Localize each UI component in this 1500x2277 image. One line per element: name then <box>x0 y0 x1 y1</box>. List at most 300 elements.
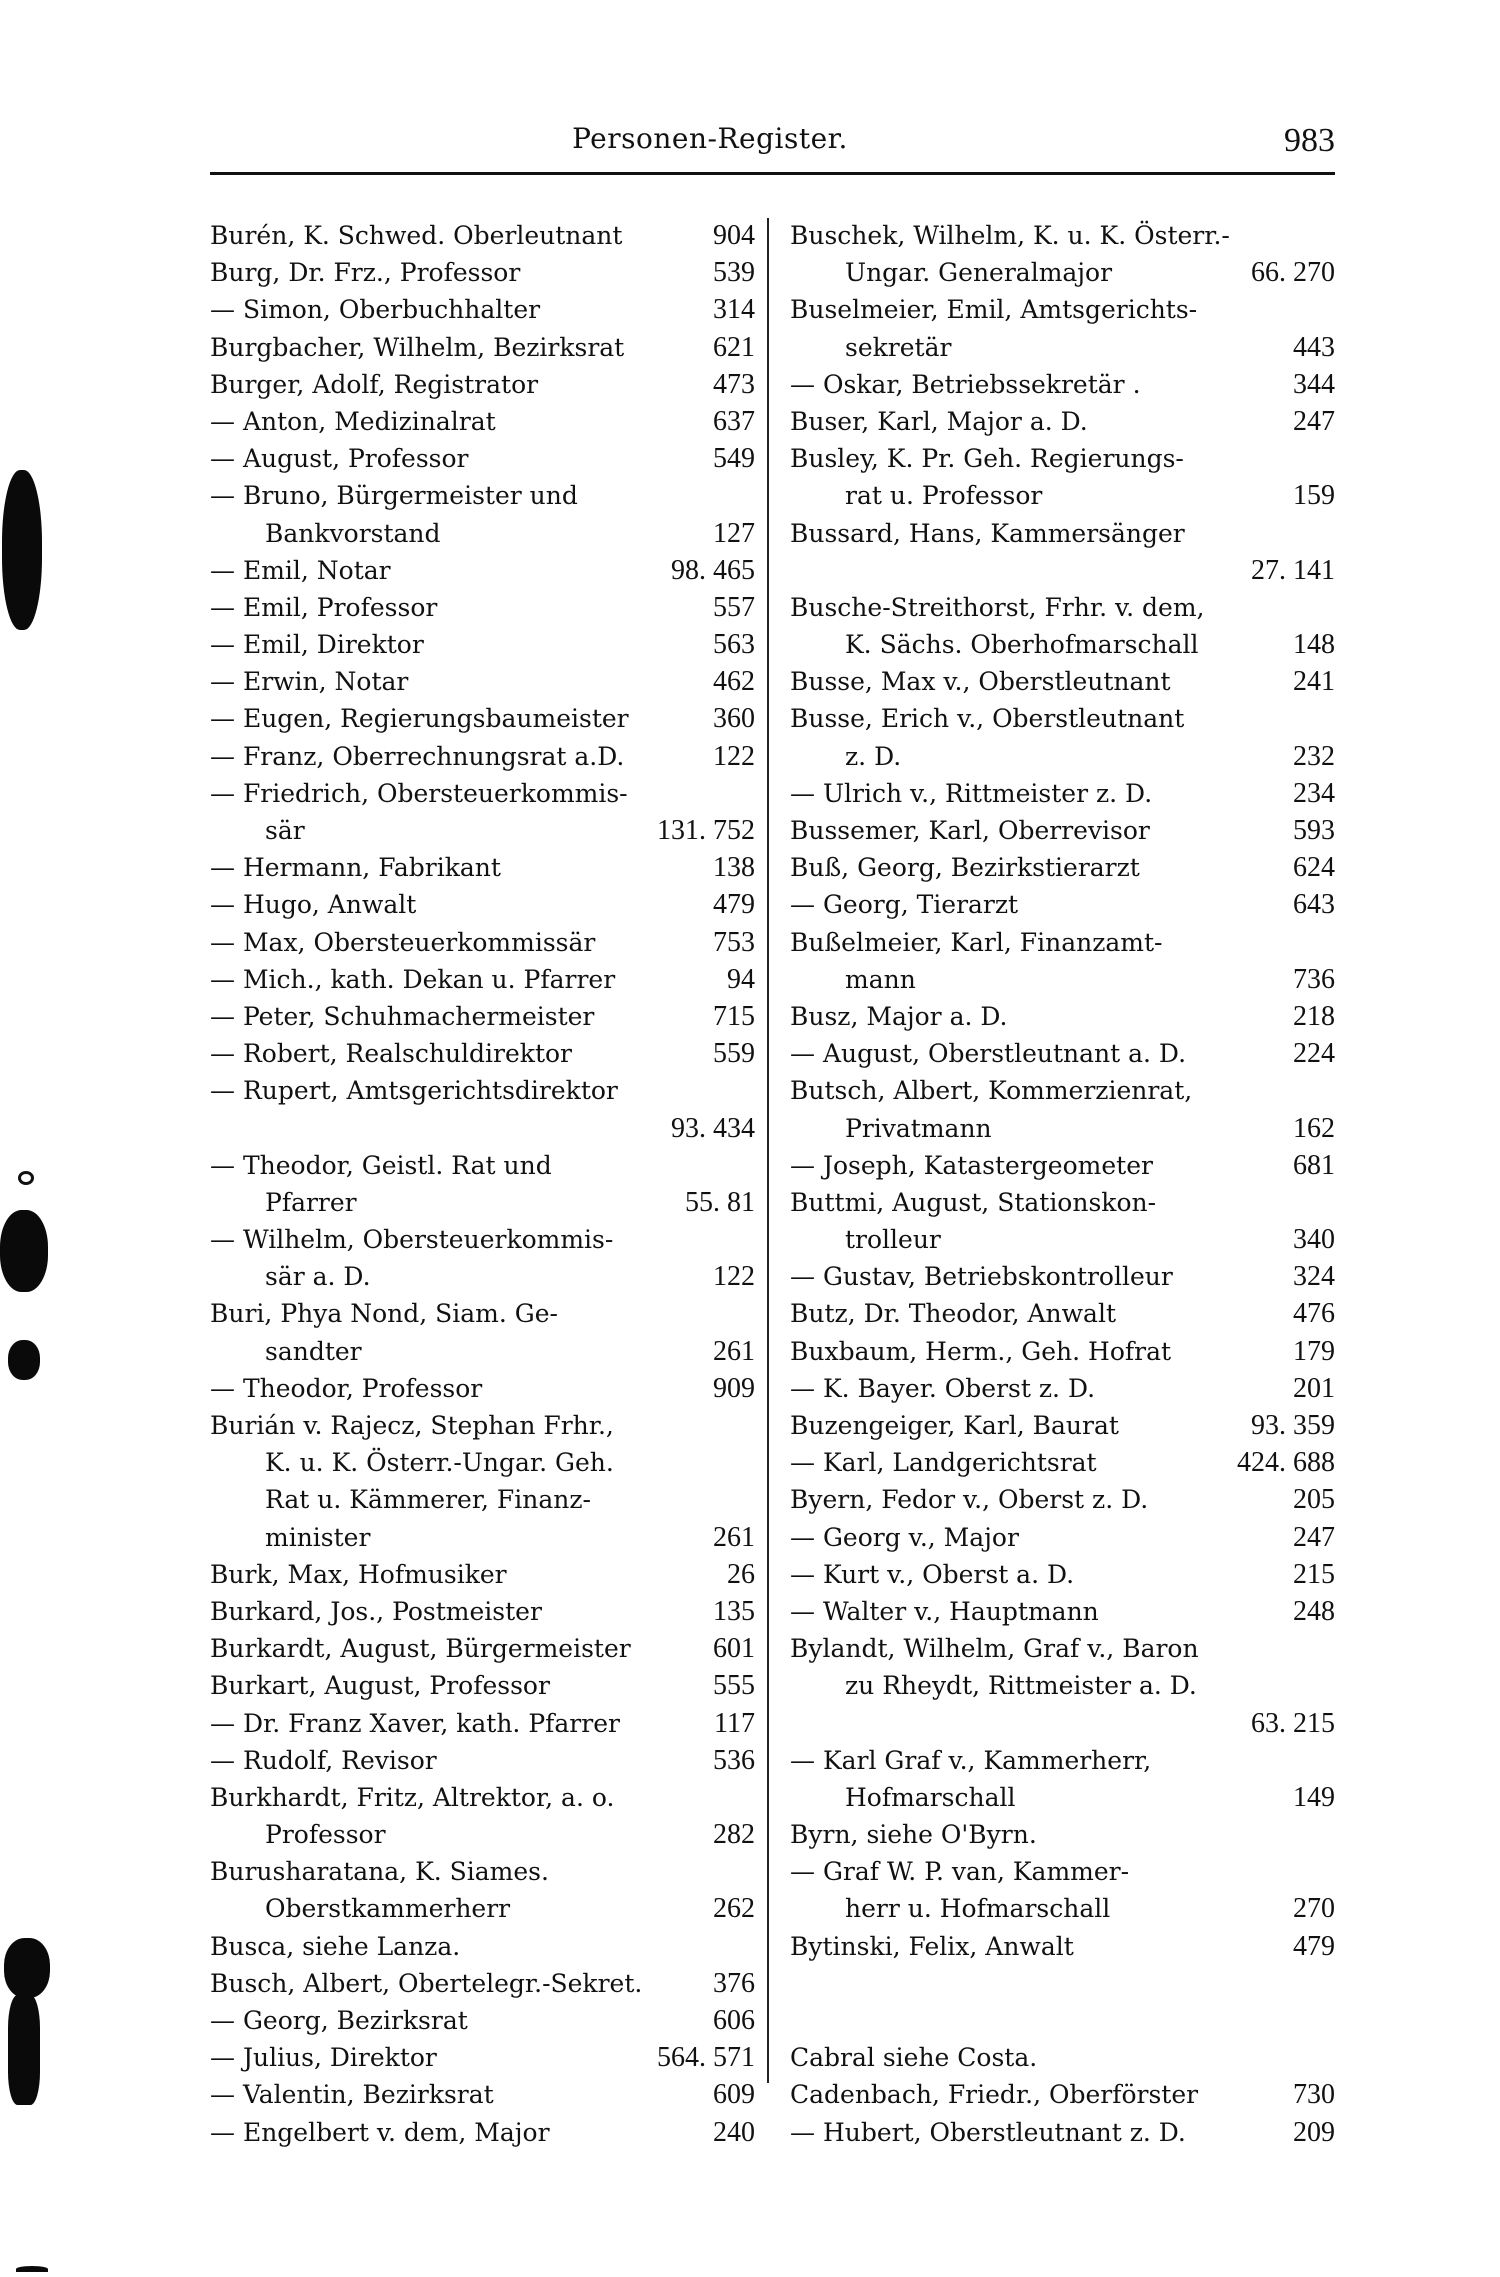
entry-text: Buri, Phya Nond, Siam. Ge- <box>210 1299 558 1329</box>
entry-page-ref: 539 <box>713 257 755 289</box>
entry-page-ref: 476 <box>1293 1298 1335 1330</box>
entry-page-ref: 247 <box>1293 1521 1335 1553</box>
entry-page-ref: 730 <box>1293 2079 1335 2111</box>
entry-page-ref: 63. 215 <box>1251 1707 1335 1739</box>
entry-page-ref: 557 <box>713 591 755 623</box>
entry-text: Burén, K. Schwed. Oberleutnant <box>210 221 623 250</box>
index-entry-line <box>790 440 1335 477</box>
index-entry-line <box>790 1593 1335 1630</box>
entry-page-ref <box>747 1221 755 1258</box>
index-entry-line <box>790 1853 1335 1890</box>
entry-text: mann <box>845 964 916 994</box>
entry-text: — Georg, Tierarzt <box>790 890 1019 920</box>
index-entry-line <box>790 1890 1335 1927</box>
entry-page-ref: 424. 688 <box>1237 1447 1335 1479</box>
index-entry-line <box>210 254 755 291</box>
entry-page-ref: 247 <box>1293 405 1335 437</box>
entry-text: — Karl, Landgerichtsrat <box>790 1448 1097 1478</box>
index-entry-line <box>790 291 1335 328</box>
entry-text: Buschek, Wilhelm, K. u. K. Österr.- <box>790 221 1230 250</box>
entry-page-ref: 218 <box>1293 1000 1335 1032</box>
entry-text: — Ulrich v., Rittmeister z. D. <box>790 778 1153 808</box>
entry-page-ref: 473 <box>713 368 755 400</box>
entry-page-ref: 248 <box>1293 1595 1335 1627</box>
index-entry-line <box>790 1035 1335 1072</box>
index-entry-line <box>790 886 1335 923</box>
entry-page-ref: 205 <box>1293 1484 1335 1516</box>
entry-page-ref <box>1327 217 1335 254</box>
scan-smudge <box>4 1938 50 1998</box>
entry-page-ref: 122 <box>713 740 755 772</box>
index-entry-line <box>790 924 1335 961</box>
entry-page-ref: 241 <box>1293 666 1335 698</box>
entry-page-ref: 149 <box>1293 1781 1335 1813</box>
index-entry-line <box>210 329 755 366</box>
index-entry-line <box>790 477 1335 514</box>
index-entry-line <box>210 589 755 626</box>
index-entry-line <box>210 440 755 477</box>
index-entry-line <box>790 1110 1335 1147</box>
entry-text: Privatmann <box>845 1113 992 1143</box>
entry-text: — August, Oberstleutnant a. D. <box>790 1039 1187 1069</box>
entry-page-ref <box>747 1147 755 1184</box>
entry-text: Bytinski, Felix, Anwalt <box>790 1931 1074 1961</box>
index-entry-line <box>790 552 1335 589</box>
index-entry-line <box>790 1295 1335 1332</box>
entry-text: — Eugen, Regierungsbaumeister <box>210 704 629 734</box>
index-entry-line <box>790 1519 1335 1556</box>
entry-text: — Graf W. P. van, Kammer- <box>790 1857 1130 1887</box>
entry-text: Bußelmeier, Karl, Finanzamt- <box>790 927 1163 957</box>
right-index-column <box>790 217 1335 2151</box>
entry-text: — Anton, Medizinalrat <box>210 406 496 436</box>
entry-page-ref <box>1327 515 1335 552</box>
entry-page-ref: 66. 270 <box>1251 257 1335 289</box>
index-entry-line <box>210 1556 755 1593</box>
entry-page-ref: 127 <box>713 517 755 549</box>
entry-text: z. D. <box>845 741 902 771</box>
entry-text: — Max, Obersteuerkommissär <box>210 927 596 957</box>
scan-smudge <box>2 470 42 630</box>
index-entry-line <box>790 1965 1335 2002</box>
index-entry-line <box>210 700 755 737</box>
index-entry-line <box>210 477 755 514</box>
index-entry-line <box>790 663 1335 700</box>
entry-page-ref: 240 <box>713 2116 755 2148</box>
entry-text: — Dr. Franz Xaver, kath. Pfarrer <box>210 1708 620 1738</box>
entry-text: Busche-Streithorst, Frhr. v. dem, <box>790 592 1205 622</box>
index-entry-line <box>790 2002 1335 2039</box>
index-entry-line <box>790 775 1335 812</box>
entry-text: — Emil, Direktor <box>210 630 424 660</box>
running-title: Personen-Register. <box>572 122 848 155</box>
entry-text: — Friedrich, Obersteuerkommis- <box>210 778 628 808</box>
entry-text <box>790 2002 1327 2039</box>
scan-smudge <box>8 1340 40 1380</box>
entry-page-ref: 98. 465 <box>671 554 755 586</box>
index-entry-line <box>210 924 755 961</box>
entry-text: — Julius, Direktor <box>210 2043 437 2073</box>
entry-text: — Hubert, Oberstleutnant z. D. <box>790 2117 1186 2147</box>
entry-page-ref <box>747 1928 755 1965</box>
index-entry-line <box>210 961 755 998</box>
entry-text: Burusharatana, K. Siames. <box>210 1857 549 1887</box>
entry-text: Professor <box>265 1820 386 1850</box>
entry-page-ref <box>1327 1667 1335 1704</box>
index-entry-line <box>210 1965 755 2002</box>
entry-page-ref <box>747 1444 755 1481</box>
index-entry-line <box>790 849 1335 886</box>
entry-text: Burger, Adolf, Registrator <box>210 369 539 399</box>
entry-text: — Joseph, Katastergeometer <box>790 1150 1153 1180</box>
scan-speck <box>18 1171 34 1185</box>
entry-text: Cadenbach, Friedr., Oberförster <box>790 2080 1199 2110</box>
index-entry-line <box>210 1779 755 1816</box>
entry-page-ref <box>1327 1630 1335 1667</box>
entry-page-ref <box>1327 1742 1335 1779</box>
entry-text: Oberstkammerherr <box>265 1894 511 1924</box>
entry-text: Busse, Erich v., Oberstleutnant <box>790 704 1185 734</box>
entry-text: Byrn, siehe O'Byrn. <box>790 1820 1037 1850</box>
entry-page-ref: 314 <box>713 294 755 326</box>
header-rule <box>210 172 1335 175</box>
index-entry-line <box>210 849 755 886</box>
entry-text: — Kurt v., Oberst a. D. <box>790 1559 1075 1589</box>
entry-page-ref: 549 <box>713 443 755 475</box>
entry-text: — Walter v., Hauptmann <box>790 1596 1099 1626</box>
index-entry-line <box>210 1853 755 1890</box>
index-entry-line <box>790 1221 1335 1258</box>
entry-page-ref: 93. 359 <box>1251 1410 1335 1441</box>
entry-text: Burgbacher, Wilhelm, Bezirksrat <box>210 332 625 362</box>
index-entry-line <box>790 1333 1335 1370</box>
index-entry-line <box>210 1444 755 1481</box>
entry-text: Bussard, Hans, Kammersänger <box>790 518 1185 548</box>
entry-text: sär a. D. <box>265 1262 371 1292</box>
index-entry-line <box>790 2076 1335 2113</box>
entry-page-ref: 201 <box>1293 1372 1335 1404</box>
index-entry-line <box>790 1816 1335 1853</box>
entry-text: Buxbaum, Herm., Geh. Hofrat <box>790 1336 1172 1366</box>
entry-page-ref: 234 <box>1293 777 1335 809</box>
entry-page-ref <box>747 775 755 812</box>
entry-text: Bussemer, Karl, Oberrevisor <box>790 816 1150 845</box>
index-entry-line <box>210 1035 755 1072</box>
index-entry-line <box>790 1779 1335 1816</box>
entry-text: Hofmarschall <box>845 1782 1016 1812</box>
entry-text: — Hugo, Anwalt <box>210 890 417 920</box>
scan-smudge <box>0 1210 48 1292</box>
index-entry-line <box>790 329 1335 366</box>
index-entry-line <box>210 1258 755 1295</box>
entry-text: Cabral siehe Costa. <box>790 2043 1038 2073</box>
index-entry-line <box>790 2114 1335 2151</box>
entry-text <box>790 1705 1243 1742</box>
entry-page-ref: 753 <box>713 926 755 958</box>
index-entry-line <box>790 1556 1335 1593</box>
index-entry-line <box>790 1481 1335 1518</box>
entry-page-ref <box>1327 2039 1335 2076</box>
entry-text: sär <box>265 816 305 845</box>
entry-text <box>790 1965 1327 2002</box>
entry-page-ref <box>1327 589 1335 626</box>
index-entry-line <box>210 1333 755 1370</box>
entry-page-ref: 162 <box>1293 1112 1335 1144</box>
entry-text: — Erwin, Notar <box>210 667 409 697</box>
entry-page-ref: 122 <box>713 1261 755 1293</box>
index-entry-line <box>210 217 755 254</box>
entry-text: Buselmeier, Emil, Amtsgerichts- <box>790 295 1198 325</box>
entry-text: Butsch, Albert, Kommerzienrat, <box>790 1076 1193 1106</box>
entry-text: Busse, Max v., Oberstleutnant <box>790 667 1171 697</box>
index-entry-line <box>790 1705 1335 1742</box>
entry-text: — Emil, Professor <box>210 592 438 622</box>
index-entry-line <box>790 961 1335 998</box>
entry-text: Burg, Dr. Frz., Professor <box>210 258 521 288</box>
index-entry-line <box>210 663 755 700</box>
entry-text: K. u. K. Österr.-Ungar. Geh. <box>265 1448 614 1478</box>
entry-text: — Peter, Schuhmachermeister <box>210 1001 595 1031</box>
entry-page-ref: 376 <box>713 1967 755 1999</box>
entry-page-ref: 462 <box>713 666 755 698</box>
index-entry-line <box>790 812 1335 849</box>
index-entry-line <box>790 366 1335 403</box>
entry-text: Bankvorstand <box>265 518 441 548</box>
index-entry-line <box>210 1072 755 1109</box>
entry-page-ref <box>747 1481 755 1518</box>
index-entry-line <box>210 403 755 440</box>
entry-page-ref: 138 <box>713 852 755 884</box>
index-entry-line <box>210 366 755 403</box>
index-entry-line <box>210 1295 755 1332</box>
index-entry-line <box>210 1110 755 1147</box>
entry-text: Busz, Major a. D. <box>790 1001 1008 1031</box>
entry-text: — Valentin, Bezirksrat <box>210 2080 494 2110</box>
index-entry-line <box>210 552 755 589</box>
entry-page-ref: 131. 752 <box>657 815 755 846</box>
entry-text: Busch, Albert, Obertelegr.-Sekret. <box>210 1968 643 1998</box>
index-entry-line <box>210 886 755 923</box>
index-entry-line <box>210 1370 755 1407</box>
index-entry-line <box>790 1444 1335 1481</box>
entry-page-ref: 681 <box>1293 1149 1335 1181</box>
entry-page-ref <box>1327 1965 1335 2002</box>
entry-text: Butz, Dr. Theodor, Anwalt <box>790 1299 1117 1329</box>
entry-text: trolleur <box>845 1225 941 1255</box>
index-entry-line <box>790 1742 1335 1779</box>
entry-page-ref: 559 <box>713 1038 755 1070</box>
entry-page-ref: 344 <box>1293 368 1335 400</box>
index-entry-line <box>210 1593 755 1630</box>
entry-page-ref <box>747 477 755 514</box>
entry-text: — Engelbert v. dem, Major <box>210 2117 550 2147</box>
entry-text: zu Rheydt, Rittmeister a. D. <box>845 1671 1197 1701</box>
entry-page-ref <box>1327 440 1335 477</box>
entry-page-ref <box>747 1407 755 1444</box>
entry-page-ref: 563 <box>713 629 755 661</box>
entry-page-ref: 232 <box>1293 740 1335 772</box>
entry-text: — Rudolf, Revisor <box>210 1745 437 1775</box>
entry-page-ref: 643 <box>1293 889 1335 921</box>
entry-page-ref <box>1327 700 1335 737</box>
entry-text: Buttmi, August, Stationskon- <box>790 1187 1157 1217</box>
entry-page-ref: 135 <box>713 1595 755 1627</box>
index-entry-line <box>210 2002 755 2039</box>
index-entry-line <box>790 1630 1335 1667</box>
entry-page-ref <box>747 1295 755 1332</box>
entry-text: Buzengeiger, Karl, Baurat <box>790 1411 1119 1440</box>
entry-page-ref: 479 <box>1293 1930 1335 1962</box>
index-entry-line <box>790 1407 1335 1444</box>
entry-text: Pfarrer <box>265 1187 357 1217</box>
entry-page-ref: 261 <box>713 1335 755 1367</box>
index-entry-line <box>210 998 755 1035</box>
entry-page-ref: 117 <box>714 1707 755 1739</box>
entry-text <box>210 1110 663 1147</box>
entry-page-ref: 624 <box>1293 852 1335 884</box>
entry-text: Burk, Max, Hofmusiker <box>210 1559 507 1589</box>
entry-page-ref: 93. 434 <box>671 1112 755 1144</box>
entry-text: Burkard, Jos., Postmeister <box>210 1596 542 1626</box>
entry-page-ref: 555 <box>713 1670 755 1702</box>
entry-page-ref: 564. 571 <box>657 2042 755 2074</box>
entry-page-ref <box>1327 291 1335 328</box>
entry-page-ref: 179 <box>1293 1335 1335 1367</box>
entry-text: — Bruno, Bürgermeister und <box>210 481 578 511</box>
index-entry-line <box>210 1221 755 1258</box>
scan-speck <box>16 2266 48 2272</box>
entry-page-ref: 215 <box>1293 1558 1335 1590</box>
entry-page-ref: 601 <box>713 1633 755 1665</box>
index-entry-line <box>210 812 755 849</box>
index-entry-line <box>790 515 1335 552</box>
index-entry-line <box>790 1072 1335 1109</box>
index-entry-line <box>210 2076 755 2113</box>
entry-page-ref: 909 <box>713 1372 755 1404</box>
entry-text: Burkardt, August, Bürgermeister <box>210 1634 631 1664</box>
entry-page-ref <box>1327 2002 1335 2039</box>
entry-page-ref: 360 <box>713 703 755 735</box>
entry-page-ref: 270 <box>1293 1893 1335 1925</box>
entry-page-ref: 904 <box>713 220 755 251</box>
index-entry-line <box>210 291 755 328</box>
index-entry-line <box>210 626 755 663</box>
entry-page-ref: 148 <box>1293 629 1335 661</box>
index-entry-line <box>210 1630 755 1667</box>
entry-text: Buser, Karl, Major a. D. <box>790 406 1088 436</box>
entry-page-ref: 606 <box>713 2005 755 2036</box>
entry-page-ref: 27. 141 <box>1251 554 1335 586</box>
entry-text: sandter <box>265 1336 362 1366</box>
entry-text: Burián v. Rajecz, Stephan Frhr., <box>210 1411 614 1440</box>
index-entry-line <box>790 403 1335 440</box>
entry-text: — Simon, Oberbuchhalter <box>210 295 541 325</box>
entry-text: sekretär <box>845 332 952 362</box>
page-number: 983 <box>1284 122 1335 159</box>
entry-text: — August, Professor <box>210 444 469 474</box>
scan-smudge <box>8 1995 40 2105</box>
entry-text: — Theodor, Professor <box>210 1373 483 1403</box>
entry-page-ref: 340 <box>1293 1224 1335 1256</box>
entry-page-ref: 94 <box>727 963 755 995</box>
index-entry-line <box>790 589 1335 626</box>
entry-text: Byern, Fedor v., Oberst z. D. <box>790 1485 1149 1515</box>
entry-page-ref <box>1327 1853 1335 1890</box>
entry-text: K. Sächs. Oberhofmarschall <box>845 630 1199 660</box>
entry-text: herr u. Hofmarschall <box>845 1894 1111 1924</box>
index-entry-line <box>210 1481 755 1518</box>
index-entry-line <box>210 775 755 812</box>
entry-page-ref: 536 <box>713 1744 755 1776</box>
entry-page-ref <box>1327 1072 1335 1109</box>
entry-text: Buß, Georg, Bezirkstierarzt <box>790 853 1140 883</box>
index-entry-line <box>210 1816 755 1853</box>
index-entry-line <box>210 1742 755 1779</box>
entry-text: — Rupert, Amtsgerichtsdirektor <box>210 1076 618 1106</box>
entry-text: minister <box>265 1522 371 1552</box>
entry-page-ref <box>1327 1184 1335 1221</box>
entry-text: Busca, siehe Lanza. <box>210 1931 461 1961</box>
index-entry-line <box>790 1184 1335 1221</box>
index-entry-line <box>790 1258 1335 1295</box>
index-entry-line <box>210 2114 755 2151</box>
index-entry-line <box>210 1184 755 1221</box>
entry-text: — Emil, Notar <box>210 555 391 585</box>
entry-page-ref: 209 <box>1293 2116 1335 2148</box>
entry-page-ref <box>747 1072 755 1109</box>
entry-text: Busley, K. Pr. Geh. Regierungs- <box>790 444 1184 474</box>
entry-text: — Georg v., Major <box>790 1522 1019 1552</box>
index-entry-line <box>210 738 755 775</box>
index-entry-line <box>790 2039 1335 2076</box>
entry-text <box>790 552 1243 589</box>
index-entry-line <box>790 217 1335 254</box>
entry-text: — Franz, Oberrechnungsrat a.D. <box>210 741 625 771</box>
index-entry-line <box>790 1667 1335 1704</box>
entry-page-ref: 55. 81 <box>685 1186 755 1218</box>
entry-page-ref: 159 <box>1293 480 1335 512</box>
entry-page-ref: 224 <box>1293 1038 1335 1070</box>
index-entry-line <box>210 1667 755 1704</box>
entry-text: Bylandt, Wilhelm, Graf v., Baron <box>790 1634 1199 1664</box>
entry-page-ref: 593 <box>1293 815 1335 846</box>
index-entry-line <box>210 1890 755 1927</box>
index-entry-line <box>790 700 1335 737</box>
index-entry-line <box>790 1928 1335 1965</box>
left-index-column <box>210 217 755 2151</box>
entry-text: — Georg, Bezirksrat <box>210 2006 468 2035</box>
index-entry-line <box>790 1147 1335 1184</box>
index-entry-line <box>210 1147 755 1184</box>
entry-text: Burkart, August, Professor <box>210 1671 550 1701</box>
entry-page-ref: 479 <box>713 889 755 921</box>
index-entry-line <box>790 626 1335 663</box>
entry-text: — K. Bayer. Oberst z. D. <box>790 1373 1096 1403</box>
entry-page-ref: 26 <box>727 1558 755 1590</box>
index-entry-line <box>210 1519 755 1556</box>
entry-text: — Oskar, Betriebssekretär . <box>790 369 1141 399</box>
entry-text: — Robert, Realschuldirektor <box>210 1039 572 1069</box>
entry-page-ref: 621 <box>713 331 755 363</box>
index-entry-line <box>210 515 755 552</box>
entry-text: Rat u. Kämmerer, Finanz- <box>265 1485 591 1515</box>
entry-text: — Wilhelm, Obersteuerkommis- <box>210 1225 614 1255</box>
index-entry-line <box>790 998 1335 1035</box>
entry-text: Ungar. Generalmajor <box>845 258 1113 288</box>
entry-text: — Mich., kath. Dekan u. Pfarrer <box>210 964 616 994</box>
index-entry-line <box>790 738 1335 775</box>
entry-text: — Hermann, Fabrikant <box>210 853 501 883</box>
